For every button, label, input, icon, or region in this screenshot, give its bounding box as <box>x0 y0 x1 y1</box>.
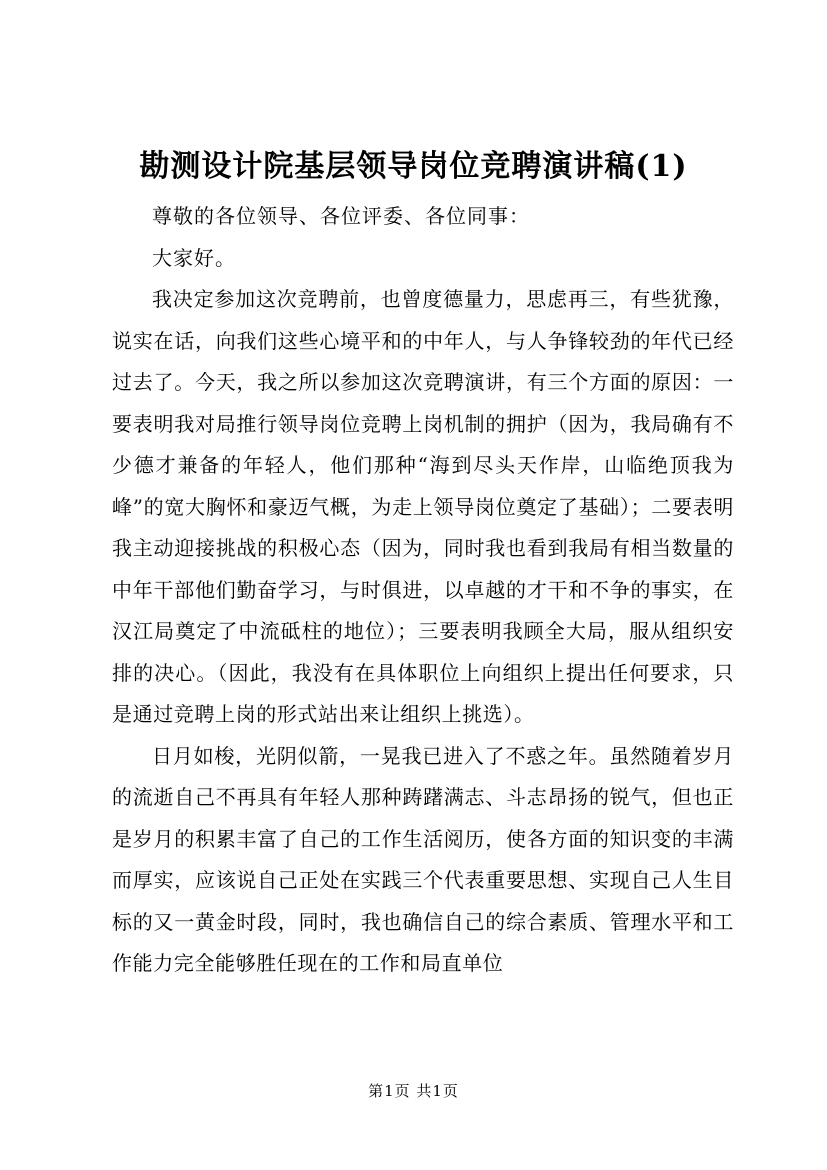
body-paragraph: 我决定参加这次竞聘前，也曾度德量力，思虑再三，有些犹豫，说实在话，向我们这些心境平和的中年人，与人争锋较劲的年代已经过去了。今天，我之所以参加这次竞聘演讲，有三个方面的原因：一要表明我对局推行领导岗位竞聘上岗机制的拥护（因为，我局确有不少德才兼备的年轻人，他们那种“海到尽头天作岸，山临绝顶我为峰”的宽大胸怀和豪迈气概，为走上领导岗位奠定了基础）；二要表明我主动迎接挑战的积极心态（因为，同时我也看到我局有相当数量的中年干部他们勤奋学习，与时俱进，以卓越的才干和不争的事实，在汉江局奠定了中流砥柱的地位）；三要表明我顾全大局，服从组织安排的决心。（因此，我没有在具体职位上向组织上提出任何要求，只是通过竞聘上岗的形式站出来让组织上挑选）。 <box>112 287 734 726</box>
salutation-paragraph: 尊敬的各位领导、各位评委、各位同事： <box>152 204 530 228</box>
page-footer: 第1页 共1页 <box>368 1082 459 1100</box>
greeting-paragraph: 大家好。 <box>152 245 236 270</box>
document-body <box>112 196 734 985</box>
body-paragraph: 日月如梭，光阴似箭，一晃我已进入了不惑之年。虽然随着岁月的流逝自己不再具有年轻人那种踌躇满志、斗志昂扬的锐气，但也正是岁月的积累丰富了自己的工作生活阅历，使各方面的知识变的丰满而厚实，应该说自己正处在实践三个代表重要思想、实现自己人生目标的又一黄金时段，同时，我也确信自己的综合素质、管理水平和工作能力完全能够胜任现在的工作和局直单位 <box>112 743 734 975</box>
document-title: 勘测设计院基层领导岗位竞聘演讲稿(1) <box>139 149 688 184</box>
